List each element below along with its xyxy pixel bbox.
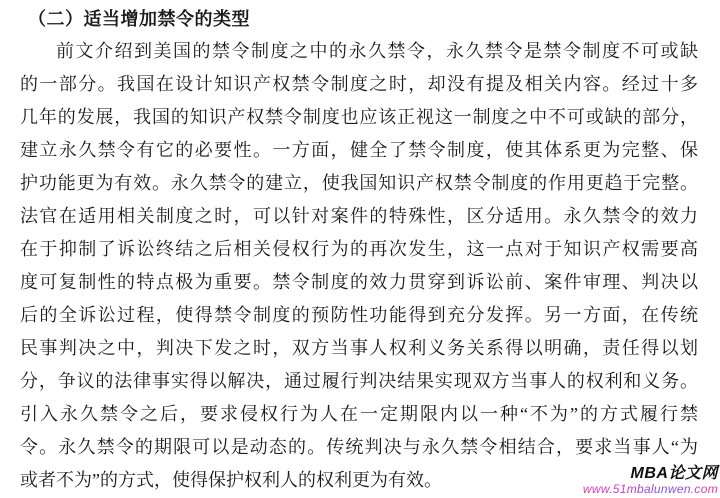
paragraph-line: 在于抑制了诉讼终结之后相关侵权行为的再次发生，这一点对于知识产权需要高	[20, 239, 698, 259]
paragraph-line: 令。永久禁令的期限可以是动态的。传统判决与永久禁令相结合，要求当事人“为	[20, 437, 698, 457]
paragraph-line: 法官在适用相关制度之时，可以针对案件的特殊性，区分适用。永久禁令的效力	[20, 206, 698, 226]
watermark	[583, 465, 718, 496]
paragraph-line: 民事判决之中，判决下发之时，双方当事人权利义务关系得以明确，责任得以划	[20, 338, 698, 358]
paragraph-line: 建立永久禁令有它的必要性。一方面，健全了禁令制度，使其体系更为完整、保	[20, 140, 698, 160]
watermark-site-url: www.51mbalunwen.com	[582, 481, 718, 496]
paragraph-line: 或者不为”的方式，使得保护权利人的权利更为有效。	[20, 470, 442, 490]
section-heading: （二）适当增加禁令的类型	[28, 9, 250, 29]
paragraph-line: 护功能更为有效。永久禁令的建立，使我国知识产权禁令制度的作用更趋于完整。	[20, 173, 698, 193]
paragraph-line: 引入永久禁令之后，要求侵权行为人在一定期限内以一种“不为”的方式履行禁	[20, 404, 698, 424]
paragraph-line: 分，争议的法律事实得以解决，通过履行判决结果实现双方当事人的权利和义务。	[20, 371, 698, 391]
paragraph-line: 后的全诉讼过程，使得禁令制度的预防性功能得到充分发挥。另一方面，在传统	[20, 305, 698, 325]
watermark-site-name: MBA论文网	[630, 465, 718, 483]
paragraph-line: 几年的发展，我国的知识产权禁令制度也应该正视这一制度之中不可或缺的部分，	[20, 107, 698, 127]
paragraph-line: 的一部分。我国在设计知识产权禁令制度之时，却没有提及相关内容。经过十多	[20, 74, 698, 94]
paragraph-line: 度可复制性的特点极为重要。禁令制度的效力贯穿到诉讼前、案件审理、判决以	[20, 272, 698, 292]
paragraph-line: 前文介绍到美国的禁令制度之中的永久禁令，永久禁令是禁令制度不可或缺	[56, 41, 698, 61]
